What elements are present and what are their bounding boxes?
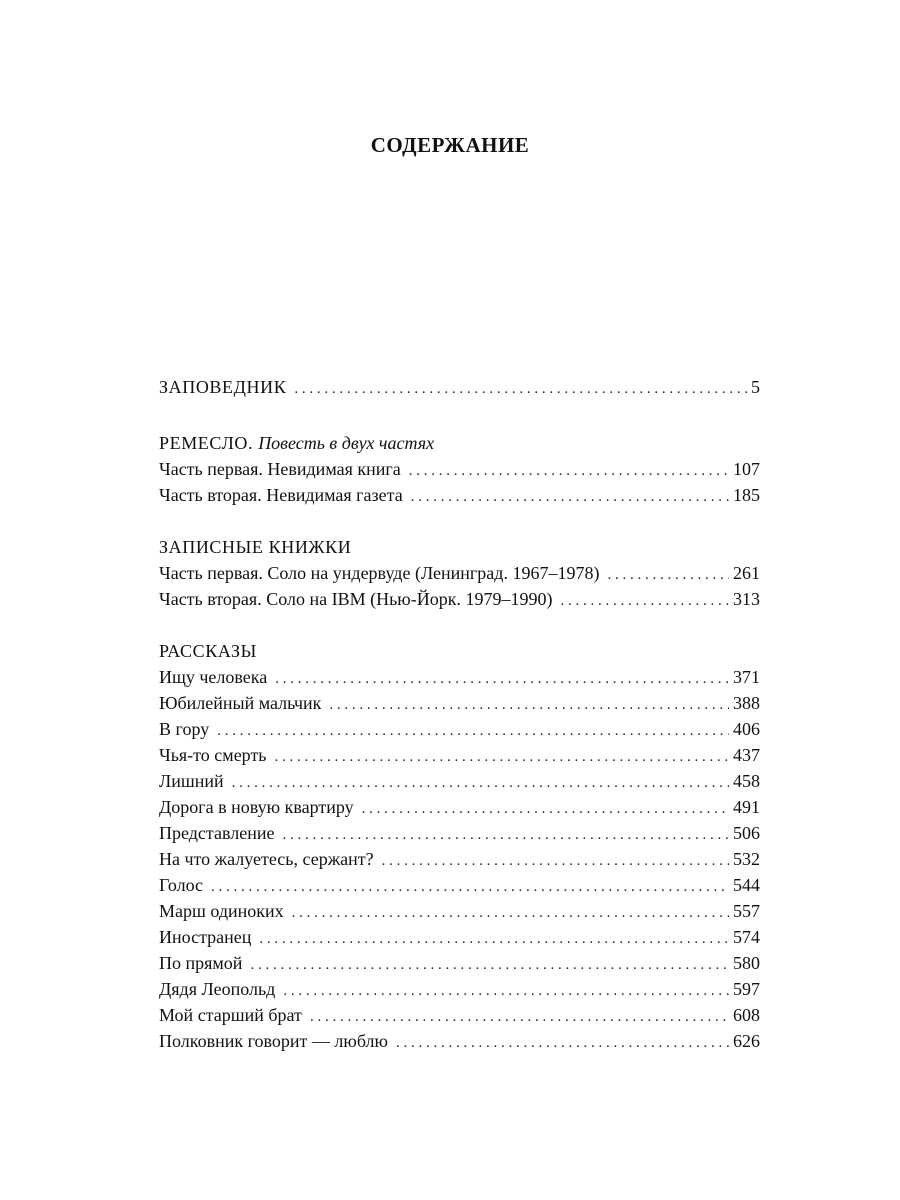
toc-entry-label: Лишний <box>159 771 224 791</box>
toc-entry-label: Часть первая. Соло на ундервуде (Ленинград. 1967–1978) <box>159 563 600 583</box>
dot-leader <box>411 484 729 510</box>
section-subtitle: Повесть в двух частях <box>258 433 435 453</box>
dot-leader <box>232 770 729 796</box>
toc-entry-page: 185 <box>733 485 760 505</box>
toc-entry-label: Представление <box>159 823 275 843</box>
toc-entry[interactable] <box>159 768 760 794</box>
toc-entry-page: 437 <box>733 745 760 765</box>
page-title: СОДЕРЖАНИЕ <box>370 133 530 157</box>
toc-entry[interactable] <box>159 456 760 482</box>
toc-entry-page: 458 <box>733 771 760 791</box>
dot-leader <box>396 1030 729 1056</box>
toc-entry-label: Мой старший брат <box>159 1005 302 1025</box>
toc-entry-page: 107 <box>733 459 760 479</box>
toc-entry-page: 580 <box>733 953 760 973</box>
dot-leader <box>217 718 729 744</box>
toc-entry-page: 532 <box>733 849 760 869</box>
toc-entry-label: Часть первая. Невидимая книга <box>159 459 401 479</box>
section-heading-text: РЕМЕСЛО. <box>159 433 254 453</box>
toc-entry-label: Юбилейный мальчик <box>159 693 322 713</box>
section-heading-stories: РАССКАЗЫ <box>159 641 257 661</box>
section-heading-remeslo <box>159 430 760 456</box>
toc-entry-label: ЗАПОВЕДНИК <box>159 377 287 397</box>
toc-entry-page: 5 <box>751 377 760 397</box>
toc-entry-page: 491 <box>733 797 760 817</box>
toc-entry-page: 574 <box>733 927 760 947</box>
toc-entry[interactable] <box>159 794 760 820</box>
toc-entry-page: 406 <box>733 719 760 739</box>
toc-entry-page: 388 <box>733 693 760 713</box>
section-heading-notebooks: ЗАПИСНЫЕ КНИЖКИ <box>159 537 352 557</box>
dot-leader <box>382 848 729 874</box>
toc-entry-zapovednik[interactable] <box>159 374 760 400</box>
toc-entry-label: Марш одиноких <box>159 901 284 921</box>
toc-entry-page: 557 <box>733 901 760 921</box>
toc-entry-page: 626 <box>733 1031 760 1051</box>
toc-entry-label: Часть вторая. Соло на IBM (Нью-Йорк. 1979–1990) <box>159 589 553 609</box>
dot-leader <box>310 1004 729 1030</box>
toc-entry-label: В гору <box>159 719 210 739</box>
toc-entry[interactable] <box>159 846 760 872</box>
toc-entry-label: Дорога в новую квартиру <box>159 797 354 817</box>
toc-entry-page: 313 <box>733 589 760 609</box>
dot-leader <box>282 822 729 848</box>
dot-leader <box>607 562 729 588</box>
toc-entry-label: Чья-то смерть <box>159 745 267 765</box>
dot-leader <box>294 376 747 402</box>
dot-leader <box>275 666 729 692</box>
toc-entry-label: На что жалуетесь, сержант? <box>159 849 374 869</box>
toc-entry-label: Часть вторая. Невидимая газета <box>159 485 403 505</box>
toc-entry-page: 608 <box>733 1005 760 1025</box>
toc-entry-page: 371 <box>733 667 760 687</box>
toc-entry[interactable] <box>159 976 760 1002</box>
dot-leader <box>560 588 729 614</box>
toc-entry-label: Голос <box>159 875 204 895</box>
dot-leader <box>362 796 729 822</box>
toc-entry-page: 261 <box>733 563 760 583</box>
toc-entry[interactable] <box>159 690 760 716</box>
dot-leader <box>283 978 729 1004</box>
toc-entry[interactable] <box>159 1028 760 1054</box>
toc-entry[interactable] <box>159 950 760 976</box>
toc-entry-label: Иностранец <box>159 927 252 947</box>
toc-entry[interactable] <box>159 924 760 950</box>
dot-leader <box>275 744 729 770</box>
toc-entry-label: Полковник говорит — люблю <box>159 1031 388 1051</box>
toc-entry[interactable] <box>159 820 760 846</box>
dot-leader <box>409 458 729 484</box>
toc-entry-label: По прямой <box>159 953 243 973</box>
dot-leader <box>250 952 729 978</box>
toc-entry[interactable] <box>159 872 760 898</box>
toc-entry-page: 544 <box>733 875 760 895</box>
dot-leader <box>259 926 729 952</box>
toc-entry[interactable] <box>159 1002 760 1028</box>
toc-entry-label: Ищу человека <box>159 667 268 687</box>
toc-entry[interactable] <box>159 898 760 924</box>
toc-entry[interactable] <box>159 716 760 742</box>
dot-leader <box>211 874 729 900</box>
toc-entry[interactable] <box>159 560 760 586</box>
toc-entry-page: 506 <box>733 823 760 843</box>
dot-leader <box>292 900 729 926</box>
table-of-contents <box>159 374 760 1054</box>
toc-entry-label: Дядя Леопольд <box>159 979 276 999</box>
toc-entry[interactable] <box>159 482 760 508</box>
stories-list <box>159 664 760 1054</box>
dot-leader <box>329 692 729 718</box>
toc-entry[interactable] <box>159 586 760 612</box>
toc-entry[interactable] <box>159 742 760 768</box>
toc-entry-page: 597 <box>733 979 760 999</box>
toc-entry[interactable] <box>159 664 760 690</box>
